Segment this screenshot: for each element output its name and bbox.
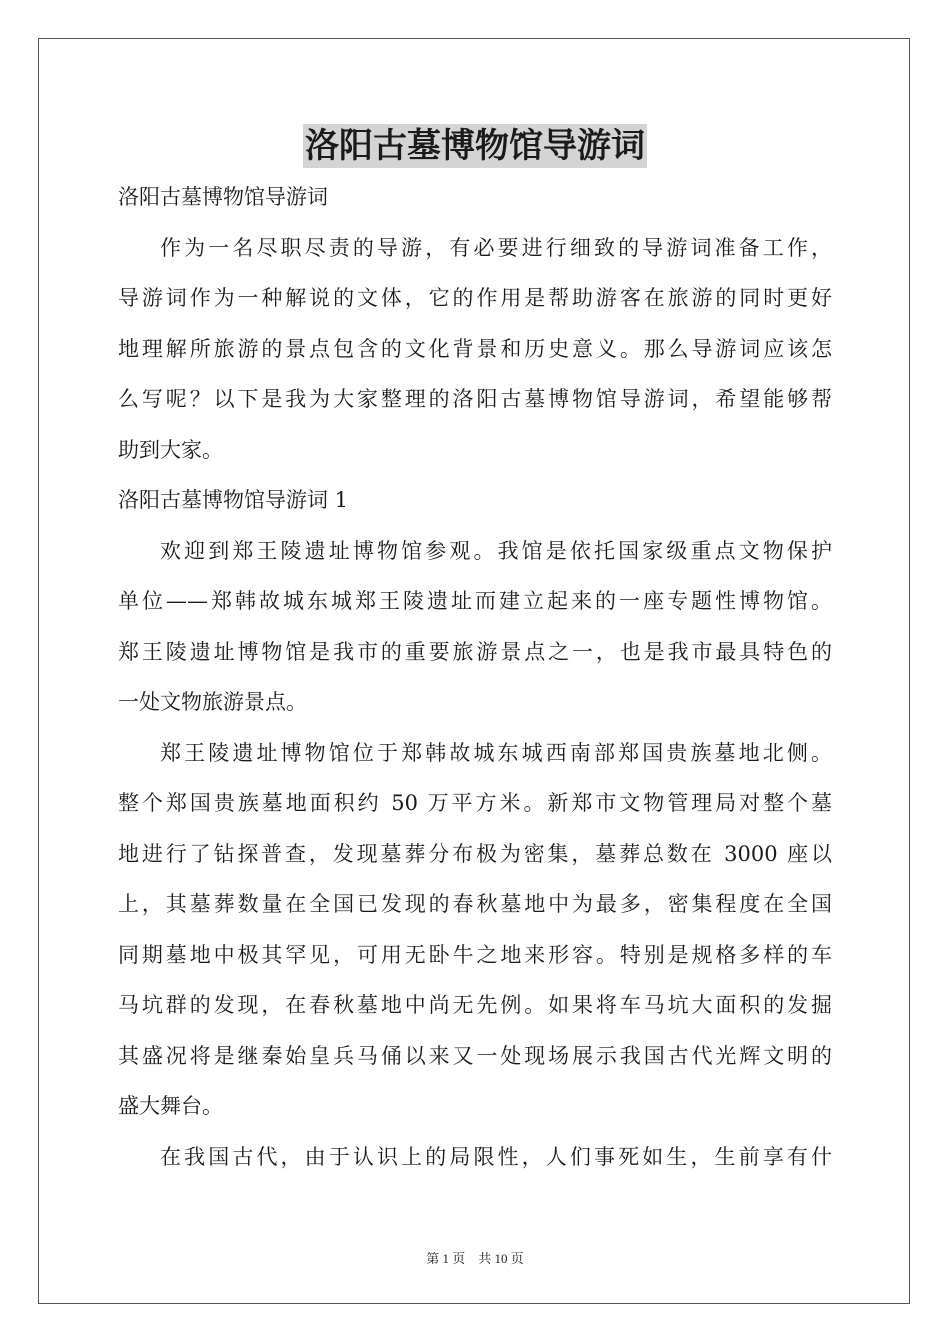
paragraph-line: 助到大家。: [118, 437, 223, 462]
paragraph-line: 欢迎到郑王陵遗址博物馆参观。我馆是依托国家级重点文物保护: [160, 538, 832, 563]
paragraph-line: 导游词作为一种解说的文体，它的作用是帮助游客在旅游的同时更好: [118, 286, 832, 310]
paragraph-line: 其盛况将是继秦始皇兵马俑以来又一处现场展示我国古代光辉文明的: [118, 1043, 832, 1068]
paragraph-line: 在我国古代，由于认识上的局限性，人们事死如生，生前享有什: [160, 1144, 832, 1169]
paragraph-line: 上，其墓葬数量在全国已发现的春秋墓地中为最多，密集程度在全国: [118, 892, 832, 916]
paragraph-line: 郑王陵遗址博物馆位于郑韩故城东城西南部郑国贵族墓地北侧。: [160, 740, 832, 765]
paragraph-line: 么写呢？以下是我为大家整理的洛阳古墓博物馆导游词，希望能够帮: [118, 387, 832, 411]
paragraph-line: 地理解所旅游的景点包含的文化背景和历史意义。那么导游词应该怎: [118, 336, 832, 361]
document-body: [118, 124, 832, 1182]
paragraph-line: 整个郑国贵族墓地面积约 50 万平方米。新郑市文物管理局对整个墓: [118, 791, 832, 815]
paragraph-line: 盛大舞台。: [118, 1094, 223, 1118]
paragraph-line: 单位——郑韩故城东城郑王陵遗址而建立起来的一座专题性博物馆。: [118, 589, 832, 613]
section-heading: 洛阳古墓博物馆导游词 1: [118, 488, 349, 512]
paragraph-line: 地进行了钻探普查，发现墓葬分布极为密集，墓葬总数在 3000 座以: [118, 841, 832, 866]
paragraph-line: 同期墓地中极其罕见，可用无卧牛之地来形容。特别是规格多样的车: [118, 942, 832, 967]
paragraph-line: 作为一名尽职尽责的导游，有必要进行细致的导游词准备工作，: [160, 235, 832, 260]
subtitle-line: 洛阳古墓博物馆导游词: [118, 185, 328, 209]
paragraph-line: 马坑群的发现，在春秋墓地中尚无先例。如果将车马坑大面积的发掘: [118, 993, 832, 1017]
document-title: 洛阳古墓博物馆导游词: [305, 126, 645, 166]
paragraph-line: 郑王陵遗址博物馆是我市的重要旅游景点之一，也是我市最具特色的: [118, 639, 832, 664]
title-block: [118, 124, 832, 172]
paragraph-line: 一处文物旅游景点。: [118, 690, 307, 714]
page-number-footer: 第 1 页 共 10 页: [426, 1251, 524, 1266]
